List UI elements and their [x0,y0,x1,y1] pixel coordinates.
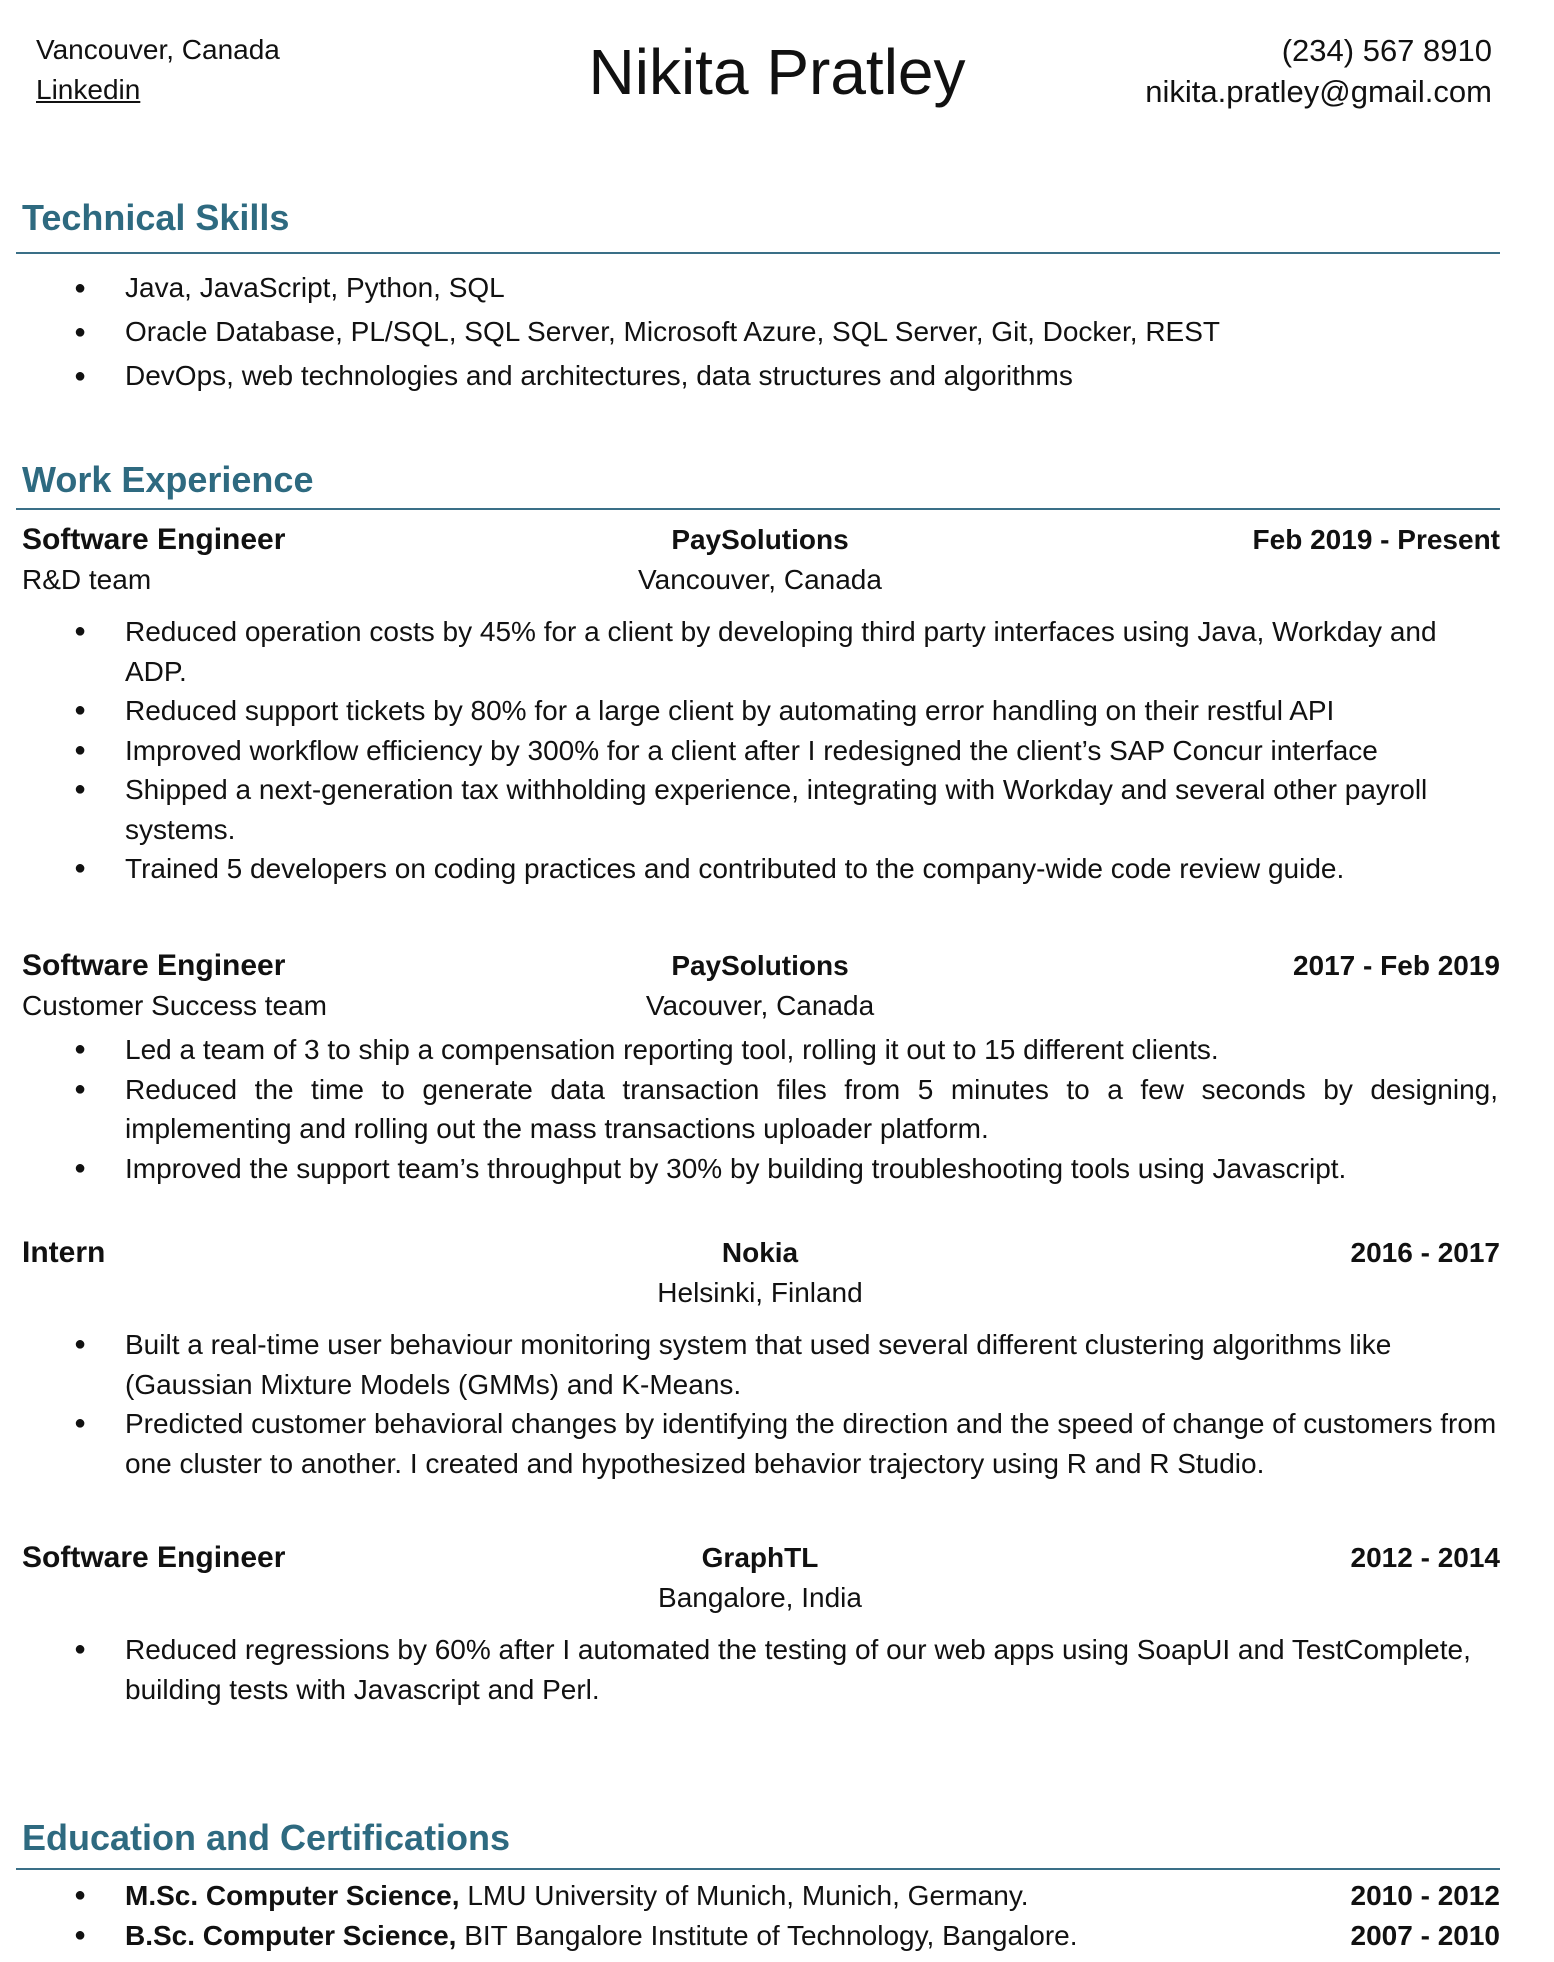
job-entry [0,520,1554,889]
job-entry [0,1233,1554,1483]
list-item: ● Improved the support team’s throughput by 30% by building troubleshooting tools using Javascript. [0,1149,1554,1189]
list-item: ● Shipped a next-generation tax withholding experience, integrating with Workday and several other payroll systems. [0,770,1554,849]
job-team: Customer Success team [22,990,327,1021]
job-company: Nokia [721,1237,799,1268]
job-bullets [0,1325,1554,1483]
section-title-skills: Technical Skills [22,197,290,238]
job-header [0,1233,1554,1273]
job-bullets [0,612,1554,889]
job-team: R&D team [22,564,152,595]
education-section [0,1816,1554,1955]
degree-name: B.Sc. Computer Science, [125,1919,457,1951]
job-bullets [0,1030,1554,1188]
job-company: PaySolutions [671,524,849,555]
list-item [0,1916,1554,1956]
location-text: Vancouver, Canada [36,34,280,65]
job-dates: 2017 - Feb 2019 [1292,950,1500,981]
list-item: ● Predicted customer behavioral changes by identifying the direction and the speed of change of customers from one cluster to another. I created and hypothesized behavior trajectory using R and R Studio. [0,1404,1554,1483]
job-company: PaySolutions [671,950,849,981]
education-years: 2007 - 2010 [1350,1919,1500,1951]
section-divider [16,252,1500,254]
job-role: Software Engineer [22,949,286,982]
job-entry [0,1538,1554,1709]
school-name: BIT Bangalore Institute of Technology, Bangalore. [456,1919,1078,1951]
section-title-education: Education and Certifications [22,1817,511,1858]
job-dates: Feb 2019 - Present [1252,524,1500,555]
skills-section [0,196,1554,398]
school-name: LMU University of Munich, Munich, Germany. [459,1880,1029,1911]
job-bullets [0,1630,1554,1709]
list-item: ● Java, JavaScript, Python, SQL [0,266,1554,310]
job-role: Intern [22,1236,106,1269]
list-item: ● Oracle Database, PL/SQL, SQL Server, Microsoft Azure, SQL Server, Git, Docker, REST [0,310,1554,354]
job-location: Helsinki, Finland [657,1277,863,1308]
list-item: ● Trained 5 developers on coding practices and contributed to the company-wide code review guide. [0,849,1554,889]
email-text: nikita.pratley@gmail.com [1145,74,1492,109]
list-item: ● Reduced operation costs by 45% for a client by developing third party interfaces using Java, Workday and ADP. [0,612,1554,691]
section-divider [16,508,1500,510]
linkedin-link[interactable]: Linkedin [36,74,141,105]
list-item: ● Reduced support tickets by 80% for a large client by automating error handling on their restful API [0,691,1554,731]
job-subheader [0,1273,1554,1313]
list-item: ● Led a team of 3 to ship a compensation reporting tool, rolling it out to 15 different clients. [0,1030,1554,1070]
job-entry [0,946,1554,1188]
list-item: ● Reduced regressions by 60% after I automated the testing of our web apps using SoapUI and TestComplete, building tests with Javascript and Perl. [0,1630,1554,1709]
work-section [0,458,1554,510]
education-years: 2010 - 2012 [1350,1880,1500,1911]
job-header [0,520,1554,560]
list-item: ● Built a real-time user behaviour monitoring system that used several different clustering algorithms like (Gaussian Mixture Models (GMMs) and K-Means. [0,1325,1554,1404]
job-header [0,1538,1554,1578]
degree-name: M.Sc. Computer Science, [125,1880,460,1911]
job-subheader [0,986,1554,1026]
job-dates: 2016 - 2017 [1350,1237,1500,1268]
job-role: Software Engineer [22,1541,286,1574]
job-location: Vancouver, Canada [638,564,882,595]
job-dates: 2012 - 2014 [1350,1542,1500,1573]
candidate-name: Nikita Pratley [588,36,966,108]
list-item: ● DevOps, web technologies and architectures, data structures and algorithms [0,354,1554,398]
job-subheader [0,560,1554,600]
job-location: Vacouver, Canada [645,990,875,1021]
job-role: Software Engineer [22,523,286,556]
job-location: Bangalore, India [658,1582,862,1613]
education-list [0,1876,1554,1955]
section-divider [16,1868,1500,1870]
header-right [1145,30,1492,112]
list-item [0,1876,1554,1916]
skills-list [0,266,1554,398]
section-title-work: Work Experience [22,459,314,500]
list-item: ● Improved workflow efficiency by 300% for a client after I redesigned the client’s SAP Concur interface [0,731,1554,771]
list-item: ● Reduced the time to generate data transaction files from 5 minutes to a few seconds by designing, implementing and rolling out the mass transactions uploader platform. [0,1070,1554,1149]
job-header [0,946,1554,986]
job-subheader [0,1578,1554,1618]
phone-text: (234) 567 8910 [1281,33,1492,68]
job-company: GraphTL [701,1542,819,1573]
